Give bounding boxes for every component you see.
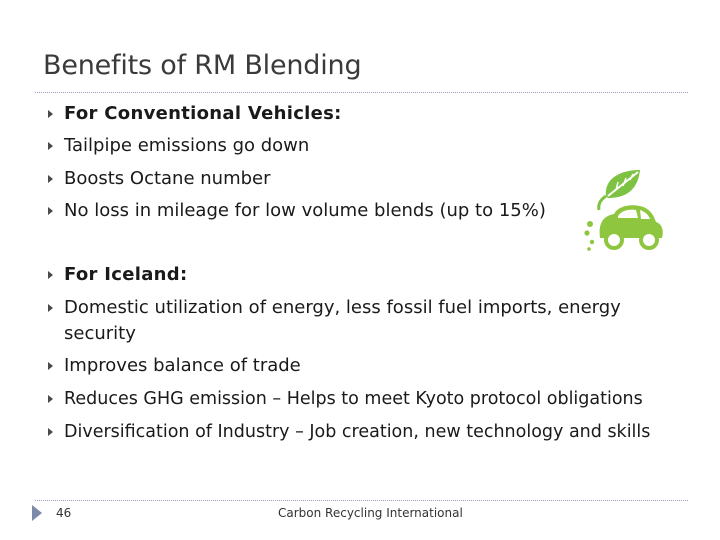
- bullet-item: [48, 133, 309, 159]
- bullet-text: Domestic utilization of energy, less fossil fuel imports, energy security: [64, 297, 621, 344]
- bullet-arrow-icon: [48, 428, 53, 436]
- bullet-text: Improves balance of trade: [64, 355, 301, 376]
- bullet-item: [48, 101, 342, 127]
- bullet-arrow-icon: [48, 362, 53, 370]
- bullet-text: Diversification of Industry – Job creation, new technology and skills: [64, 422, 651, 442]
- footer-organization: Carbon Recycling International: [278, 506, 463, 520]
- bullet-heading: For Iceland:: [64, 264, 188, 285]
- bullet-arrow-icon: [48, 271, 53, 279]
- slide-title: Benefits of RM Blending: [43, 50, 362, 81]
- bullet-item: [48, 353, 301, 379]
- footer-arrow-icon: [32, 505, 42, 521]
- bullet-text: No loss in mileage for low volume blends (up to 15%): [64, 200, 546, 221]
- page-number: 46: [56, 506, 72, 520]
- bullet-arrow-icon: [48, 304, 53, 312]
- bullet-arrow-icon: [48, 175, 53, 183]
- bullet-item: [48, 198, 546, 224]
- bullet-item: [48, 295, 628, 347]
- bullet-heading: For Conventional Vehicles:: [64, 103, 342, 124]
- bullet-arrow-icon: [48, 207, 53, 215]
- bullet-arrow-icon: [48, 395, 53, 403]
- bullet-text: Boosts Octane number: [64, 168, 271, 189]
- bullet-text: Tailpipe emissions go down: [64, 135, 310, 156]
- bullet-item: [48, 262, 187, 288]
- bullet-item: [48, 419, 650, 445]
- bullet-arrow-icon: [48, 110, 53, 118]
- green-car-leaf-icon: [578, 160, 678, 260]
- bullet-text: Reduces GHG emission – Helps to meet Kyoto protocol obligations: [64, 389, 643, 409]
- footer-divider: [35, 500, 688, 501]
- bullet-item: [48, 386, 643, 412]
- bullet-item: [48, 166, 271, 192]
- bullet-arrow-icon: [48, 142, 53, 150]
